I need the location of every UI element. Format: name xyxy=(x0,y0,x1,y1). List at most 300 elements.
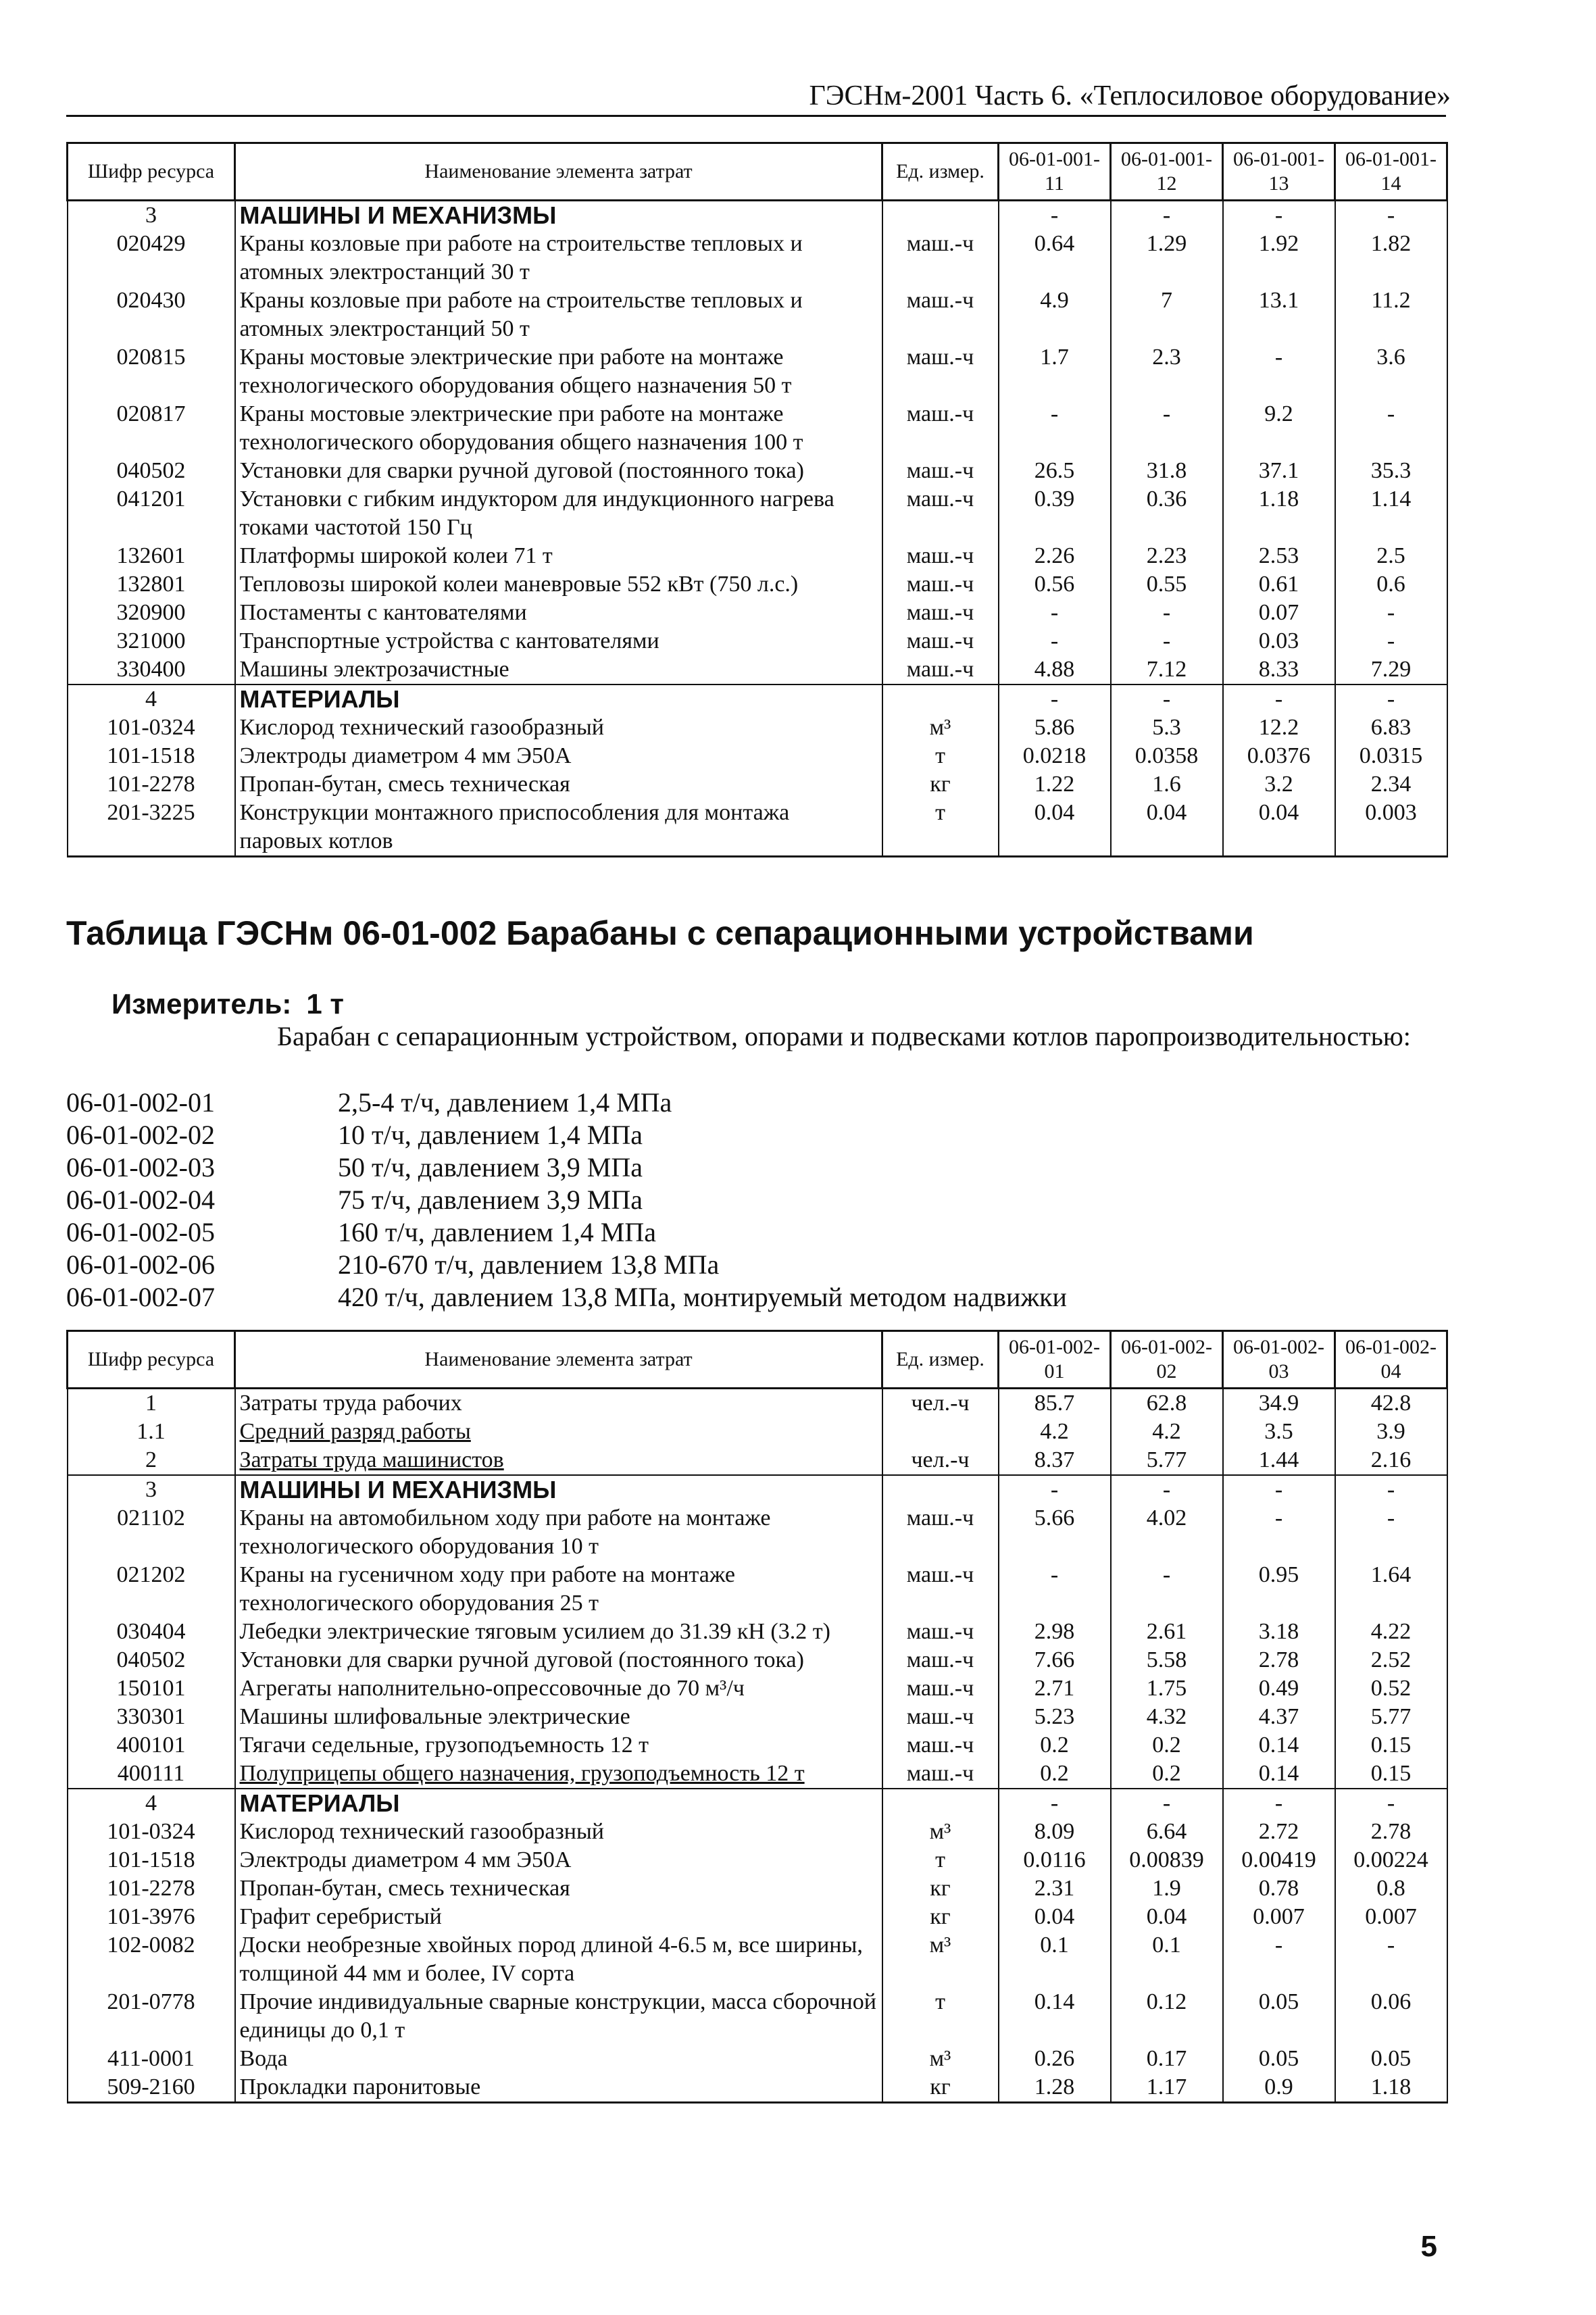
value-cell: 2.78 xyxy=(1335,1818,1447,1846)
value-cell: 3.5 xyxy=(1223,1418,1335,1446)
table-row xyxy=(68,287,1447,343)
table-row xyxy=(68,343,1447,400)
value-cell: 0.52 xyxy=(1335,1674,1447,1703)
unit-cell xyxy=(882,201,999,230)
resource-name: Лебедки электрические тяговым усилием до 31.39 кН (3.2 т) xyxy=(235,1618,882,1646)
resource-name: Пропан-бутан, смесь техническая xyxy=(235,1874,882,1903)
unit-cell: маш.-ч xyxy=(882,1731,999,1760)
table-row xyxy=(68,627,1447,655)
resource-name: Постаменты с кантователями xyxy=(235,599,882,627)
value-cell: 6.64 xyxy=(1111,1818,1223,1846)
value-cell: 2.5 xyxy=(1335,542,1447,570)
table-row xyxy=(68,1731,1447,1760)
value-cell: - xyxy=(1335,1504,1447,1561)
resource-code: 132601 xyxy=(68,542,235,570)
table-row xyxy=(68,1504,1447,1561)
resource-code: 101-2278 xyxy=(68,770,235,799)
value-cell: 1.82 xyxy=(1335,230,1447,287)
unit-cell: чел.-ч xyxy=(882,1389,999,1418)
value-cell: 4.2 xyxy=(1111,1418,1223,1446)
value-cell: 0.06 xyxy=(1335,1988,1447,2045)
unit-cell: маш.-ч xyxy=(882,485,999,542)
table-header-row xyxy=(68,1331,1447,1389)
value-cell: - xyxy=(999,684,1111,714)
column-header: 06-01-002-03 xyxy=(1223,1331,1335,1389)
value-cell: 3.2 xyxy=(1223,770,1335,799)
item-code: 06-01-002-02 xyxy=(66,1120,215,1150)
table-row xyxy=(68,2045,1447,2073)
value-cell: - xyxy=(1111,1475,1223,1504)
value-cell: - xyxy=(1223,201,1335,230)
list-item xyxy=(66,1151,1067,1184)
resource-name: Тепловозы широкой колеи маневровые 552 кВт (750 л.с.) xyxy=(235,570,882,599)
value-cell: - xyxy=(1223,343,1335,400)
value-cell: 0.6 xyxy=(1335,570,1447,599)
value-cell: 4.32 xyxy=(1111,1703,1223,1731)
value-cell: 5.3 xyxy=(1111,714,1223,742)
table-row xyxy=(68,655,1447,684)
resource-name: Установки для сварки ручной дуговой (постоянного тока) xyxy=(235,457,882,485)
value-cell: 34.9 xyxy=(1223,1389,1335,1418)
running-header: ГЭСНм-2001 Часть 6. «Теплосиловое оборудование» xyxy=(809,80,1451,111)
unit-cell: маш.-ч xyxy=(882,1646,999,1674)
resource-name: Электроды диаметром 4 мм Э50А xyxy=(235,742,882,770)
unit-cell: чел.-ч xyxy=(882,1446,999,1475)
table-row xyxy=(68,770,1447,799)
table-title: Таблица ГЭСНм 06-01-002 Барабаны с сепарационными устройствами xyxy=(66,914,1254,952)
table-row xyxy=(68,542,1447,570)
value-cell: 5.86 xyxy=(999,714,1111,742)
unit-cell: маш.-ч xyxy=(882,1760,999,1789)
value-cell: 0.0116 xyxy=(999,1846,1111,1874)
resource-code: 201-3225 xyxy=(68,799,235,857)
resource-code: 411-0001 xyxy=(68,2045,235,2073)
value-cell: 4.02 xyxy=(1111,1504,1223,1561)
table-row xyxy=(68,1931,1447,1988)
value-cell: 0.03 xyxy=(1223,627,1335,655)
unit-cell: м³ xyxy=(882,1931,999,1988)
table-row xyxy=(68,1874,1447,1903)
item-text: 2,5-4 т/ч, давлением 1,4 МПа xyxy=(338,1087,672,1118)
table-row xyxy=(68,1760,1447,1789)
item-code: 06-01-002-01 xyxy=(66,1087,215,1118)
resource-code: 509-2160 xyxy=(68,2073,235,2103)
value-cell: - xyxy=(1111,627,1223,655)
resource-code: 101-3976 xyxy=(68,1903,235,1931)
table-row xyxy=(68,1818,1447,1846)
value-cell: 0.0218 xyxy=(999,742,1111,770)
measure-label: Измеритель: xyxy=(111,988,292,1020)
unit-cell: кг xyxy=(882,1903,999,1931)
table-body xyxy=(68,1389,1447,2103)
value-cell: 3.6 xyxy=(1335,343,1447,400)
resource-code: 101-1518 xyxy=(68,742,235,770)
value-cell: 1.22 xyxy=(999,770,1111,799)
unit-cell: маш.-ч xyxy=(882,400,999,457)
resource-name: Платформы широкой колеи 71 т xyxy=(235,542,882,570)
unit-cell: маш.-ч xyxy=(882,343,999,400)
resource-code: 040502 xyxy=(68,457,235,485)
resource-name: Доски необрезные хвойных пород длиной 4-6.5 м, все ширины, толщиной 44 мм и более, IV сорта xyxy=(235,1931,882,1988)
table-row xyxy=(68,799,1447,857)
resource-name: Краны козловые при работе на строительстве тепловых и атомных электростанций 30 т xyxy=(235,230,882,287)
resource-table-1 xyxy=(66,142,1448,857)
resource-name: Кислород технический газообразный xyxy=(235,1818,882,1846)
value-cell: 3.9 xyxy=(1335,1418,1447,1446)
resource-name: Установки для сварки ручной дуговой (постоянного тока) xyxy=(235,1646,882,1674)
value-cell: 3.18 xyxy=(1223,1618,1335,1646)
value-cell: 42.8 xyxy=(1335,1389,1447,1418)
value-cell: 0.04 xyxy=(999,799,1111,857)
resource-code: 101-0324 xyxy=(68,1818,235,1846)
value-cell: 0.0376 xyxy=(1223,742,1335,770)
value-cell: 9.2 xyxy=(1223,400,1335,457)
item-list xyxy=(66,1087,1067,1314)
value-cell: - xyxy=(1111,1789,1223,1818)
resource-code: 400101 xyxy=(68,1731,235,1760)
resource-code: 101-0324 xyxy=(68,714,235,742)
resource-code: 020429 xyxy=(68,230,235,287)
unit-cell: м³ xyxy=(882,1818,999,1846)
value-cell: - xyxy=(1335,1475,1447,1504)
unit-cell: маш.-ч xyxy=(882,542,999,570)
value-cell: 0.2 xyxy=(999,1731,1111,1760)
unit-cell: маш.-ч xyxy=(882,655,999,684)
value-cell: - xyxy=(999,1561,1111,1618)
value-cell: 0.05 xyxy=(1223,2045,1335,2073)
resource-name: Конструкции монтажного приспособления для монтажа паровых котлов xyxy=(235,799,882,857)
resource-name: Электроды диаметром 4 мм Э50А xyxy=(235,1846,882,1874)
value-cell: 2.71 xyxy=(999,1674,1111,1703)
resource-name: Полуприцепы общего назначения, грузоподъемность 12 т xyxy=(235,1760,882,1789)
value-cell: 0.04 xyxy=(1111,799,1223,857)
resource-code: 1.1 xyxy=(68,1418,235,1446)
list-item xyxy=(66,1216,1067,1249)
column-header: 06-01-001-13 xyxy=(1223,143,1335,201)
resource-name: Краны на гусеничном ходу при работе на монтаже технологического оборудования 25 т xyxy=(235,1561,882,1618)
column-header: 06-01-002-01 xyxy=(999,1331,1111,1389)
value-cell: - xyxy=(999,1475,1111,1504)
resource-code: 021202 xyxy=(68,1561,235,1618)
unit-cell: маш.-ч xyxy=(882,287,999,343)
resource-code: 330400 xyxy=(68,655,235,684)
table-row xyxy=(68,1561,1447,1618)
resource-name: Затраты труда машинистов xyxy=(235,1446,882,1475)
unit-cell: маш.-ч xyxy=(882,230,999,287)
value-cell: 0.55 xyxy=(1111,570,1223,599)
value-cell: - xyxy=(1223,1475,1335,1504)
value-cell: 0.2 xyxy=(999,1760,1111,1789)
value-cell: 0.14 xyxy=(999,1988,1111,2045)
resource-code: 4 xyxy=(68,1789,235,1818)
unit-cell: маш.-ч xyxy=(882,1504,999,1561)
value-cell: 26.5 xyxy=(999,457,1111,485)
value-cell: - xyxy=(999,599,1111,627)
value-cell: 7.29 xyxy=(1335,655,1447,684)
resource-name: Графит серебристый xyxy=(235,1903,882,1931)
resource-code: 201-0778 xyxy=(68,1988,235,2045)
table-header-row xyxy=(68,143,1447,201)
value-cell: 0.56 xyxy=(999,570,1111,599)
value-cell: 31.8 xyxy=(1111,457,1223,485)
column-header: 06-01-002-04 xyxy=(1335,1331,1447,1389)
resource-code: 020430 xyxy=(68,287,235,343)
resource-name: Вода xyxy=(235,2045,882,2073)
list-item xyxy=(66,1249,1067,1281)
value-cell: 2.34 xyxy=(1335,770,1447,799)
column-header: Наименование элемента затрат xyxy=(235,1331,882,1389)
list-item xyxy=(66,1281,1067,1314)
value-cell: - xyxy=(1223,1789,1335,1818)
resource-name: Тягачи седельные, грузоподъемность 12 т xyxy=(235,1731,882,1760)
item-text: 50 т/ч, давлением 3,9 МПа xyxy=(338,1152,643,1183)
unit-cell: т xyxy=(882,1988,999,2045)
value-cell: 0.07 xyxy=(1223,599,1335,627)
value-cell: 5.23 xyxy=(999,1703,1111,1731)
value-cell: 7.12 xyxy=(1111,655,1223,684)
value-cell: 5.58 xyxy=(1111,1646,1223,1674)
resource-name: Краны на автомобильном ходу при работе на монтаже технологического оборудования 10 т xyxy=(235,1504,882,1561)
resource-name: МАШИНЫ И МЕХАНИЗМЫ xyxy=(235,201,882,230)
value-cell: 0.64 xyxy=(999,230,1111,287)
value-cell: 5.77 xyxy=(1335,1703,1447,1731)
list-item xyxy=(66,1119,1067,1151)
resource-code: 102-0082 xyxy=(68,1931,235,1988)
unit-cell: т xyxy=(882,1846,999,1874)
value-cell: 1.6 xyxy=(1111,770,1223,799)
value-cell: 0.15 xyxy=(1335,1760,1447,1789)
unit-cell: маш.-ч xyxy=(882,1674,999,1703)
item-text: 160 т/ч, давлением 1,4 МПа xyxy=(338,1217,656,1247)
resource-code: 400111 xyxy=(68,1760,235,1789)
table-row xyxy=(68,1903,1447,1931)
unit-cell: маш.-ч xyxy=(882,1561,999,1618)
value-cell: 0.15 xyxy=(1335,1731,1447,1760)
unit-cell: т xyxy=(882,799,999,857)
resource-code: 321000 xyxy=(68,627,235,655)
value-cell: 0.95 xyxy=(1223,1561,1335,1618)
resource-code: 3 xyxy=(68,1475,235,1504)
value-cell: 0.04 xyxy=(999,1903,1111,1931)
value-cell: 7.66 xyxy=(999,1646,1111,1674)
item-text: 210-670 т/ч, давлением 13,8 МПа xyxy=(338,1249,720,1280)
value-cell: 4.88 xyxy=(999,655,1111,684)
value-cell: 0.39 xyxy=(999,485,1111,542)
resource-name: Прочие индивидуальные сварные конструкции, масса сборочной единицы до 0,1 т xyxy=(235,1988,882,2045)
value-cell: 1.9 xyxy=(1111,1874,1223,1903)
item-text: 420 т/ч, давлением 13,8 МПа, монтируемый методом надвижки xyxy=(338,1282,1067,1312)
resource-code: 030404 xyxy=(68,1618,235,1646)
unit-cell: т xyxy=(882,742,999,770)
item-code: 06-01-002-07 xyxy=(66,1282,215,1312)
value-cell: 2.3 xyxy=(1111,343,1223,400)
table-row xyxy=(68,742,1447,770)
table-row xyxy=(68,1618,1447,1646)
value-cell: - xyxy=(1111,1561,1223,1618)
value-cell: 4.2 xyxy=(999,1418,1111,1446)
column-header: 06-01-002-02 xyxy=(1111,1331,1223,1389)
value-cell: 1.18 xyxy=(1335,2073,1447,2103)
table-row xyxy=(68,2073,1447,2103)
value-cell: 0.00419 xyxy=(1223,1846,1335,1874)
value-cell: 12.2 xyxy=(1223,714,1335,742)
value-cell: - xyxy=(999,1789,1111,1818)
resource-name: Краны козловые при работе на строительстве тепловых и атомных электростанций 50 т xyxy=(235,287,882,343)
table-row xyxy=(68,1846,1447,1874)
item-text: 10 т/ч, давлением 1,4 МПа xyxy=(338,1120,643,1150)
value-cell: 0.9 xyxy=(1223,2073,1335,2103)
column-header: 06-01-001-11 xyxy=(999,143,1111,201)
unit-cell: маш.-ч xyxy=(882,1703,999,1731)
value-cell: 2.31 xyxy=(999,1874,1111,1903)
table-row xyxy=(68,1418,1447,1446)
value-cell: 8.37 xyxy=(999,1446,1111,1475)
value-cell: 0.05 xyxy=(1335,2045,1447,2073)
value-cell: 0.003 xyxy=(1335,799,1447,857)
value-cell: 0.1 xyxy=(1111,1931,1223,1988)
table-row xyxy=(68,1703,1447,1731)
value-cell: 5.77 xyxy=(1111,1446,1223,1475)
value-cell: - xyxy=(1335,599,1447,627)
item-code: 06-01-002-06 xyxy=(66,1249,215,1280)
unit-cell: кг xyxy=(882,770,999,799)
resource-code: 132801 xyxy=(68,570,235,599)
column-header: Шифр ресурса xyxy=(68,143,235,201)
table-row xyxy=(68,230,1447,287)
value-cell: 0.2 xyxy=(1111,1731,1223,1760)
value-cell: 2.72 xyxy=(1223,1818,1335,1846)
unit-cell xyxy=(882,1418,999,1446)
table-row xyxy=(68,1389,1447,1418)
value-cell: 1.28 xyxy=(999,2073,1111,2103)
value-cell: 2.23 xyxy=(1111,542,1223,570)
table-row xyxy=(68,400,1447,457)
value-cell: 2.78 xyxy=(1223,1646,1335,1674)
resource-code: 040502 xyxy=(68,1646,235,1674)
value-cell: 0.0315 xyxy=(1335,742,1447,770)
value-cell: 2.98 xyxy=(999,1618,1111,1646)
value-cell: 35.3 xyxy=(1335,457,1447,485)
value-cell: - xyxy=(1335,627,1447,655)
work-description: Барабан с сепарационным устройством, опорами и подвесками котлов паропроизводительностью: xyxy=(277,1021,1411,1051)
list-item xyxy=(66,1184,1067,1216)
value-cell: 2.61 xyxy=(1111,1618,1223,1646)
value-cell: 62.8 xyxy=(1111,1389,1223,1418)
value-cell: 0.2 xyxy=(1111,1760,1223,1789)
measure-value: 1 т xyxy=(306,988,344,1020)
resource-name: МАТЕРИАЛЫ xyxy=(235,684,882,714)
unit-cell: маш.-ч xyxy=(882,457,999,485)
section-row xyxy=(68,1475,1447,1504)
unit-cell: маш.-ч xyxy=(882,1618,999,1646)
value-cell: 8.33 xyxy=(1223,655,1335,684)
table-row xyxy=(68,485,1447,542)
value-cell: 6.83 xyxy=(1335,714,1447,742)
value-cell: 1.92 xyxy=(1223,230,1335,287)
value-cell: - xyxy=(999,201,1111,230)
resource-code: 021102 xyxy=(68,1504,235,1561)
value-cell: 0.0358 xyxy=(1111,742,1223,770)
resource-name: МАШИНЫ И МЕХАНИЗМЫ xyxy=(235,1475,882,1504)
resource-name: Затраты труда рабочих xyxy=(235,1389,882,1418)
value-cell: 0.00839 xyxy=(1111,1846,1223,1874)
value-cell: 0.49 xyxy=(1223,1674,1335,1703)
value-cell: 4.9 xyxy=(999,287,1111,343)
value-cell: - xyxy=(1335,1931,1447,1988)
list-item xyxy=(66,1087,1067,1119)
section-row xyxy=(68,1789,1447,1818)
value-cell: 0.00224 xyxy=(1335,1846,1447,1874)
value-cell: 0.8 xyxy=(1335,1874,1447,1903)
value-cell: - xyxy=(1335,201,1447,230)
unit-cell xyxy=(882,1789,999,1818)
unit-cell xyxy=(882,1475,999,1504)
value-cell: 0.61 xyxy=(1223,570,1335,599)
column-header: Ед. измер. xyxy=(882,143,999,201)
resource-name: Агрегаты наполнительно-опрессовочные до 70 м³/ч xyxy=(235,1674,882,1703)
value-cell: - xyxy=(1335,684,1447,714)
value-cell: 0.78 xyxy=(1223,1874,1335,1903)
value-cell: 0.05 xyxy=(1223,1988,1335,2045)
resource-code: 020817 xyxy=(68,400,235,457)
table-row xyxy=(68,1988,1447,2045)
unit-cell: кг xyxy=(882,2073,999,2103)
value-cell: 0.007 xyxy=(1335,1903,1447,1931)
value-cell: 13.1 xyxy=(1223,287,1335,343)
resource-name: Транспортные устройства с кантователями xyxy=(235,627,882,655)
resource-code: 1 xyxy=(68,1389,235,1418)
resource-code: 330301 xyxy=(68,1703,235,1731)
value-cell: 8.09 xyxy=(999,1818,1111,1846)
unit-cell: маш.-ч xyxy=(882,599,999,627)
value-cell: - xyxy=(1111,599,1223,627)
value-cell: 4.37 xyxy=(1223,1703,1335,1731)
value-cell: - xyxy=(1111,684,1223,714)
resource-name: Краны мостовые электрические при работе на монтаже технологического оборудования общего назначения 50 т xyxy=(235,343,882,400)
value-cell: 0.36 xyxy=(1111,485,1223,542)
resource-name: Машины шлифовальные электрические xyxy=(235,1703,882,1731)
value-cell: 1.64 xyxy=(1335,1561,1447,1618)
measure-line xyxy=(111,988,344,1020)
table-row xyxy=(68,457,1447,485)
value-cell: - xyxy=(1223,1504,1335,1561)
value-cell: - xyxy=(1223,1931,1335,1988)
unit-cell: маш.-ч xyxy=(882,570,999,599)
header-rule xyxy=(66,115,1446,117)
value-cell: 0.17 xyxy=(1111,2045,1223,2073)
value-cell: 0.1 xyxy=(999,1931,1111,1988)
value-cell: - xyxy=(999,400,1111,457)
unit-cell xyxy=(882,684,999,714)
value-cell: 85.7 xyxy=(999,1389,1111,1418)
item-code: 06-01-002-04 xyxy=(66,1185,215,1215)
resource-code: 020815 xyxy=(68,343,235,400)
unit-cell: маш.-ч xyxy=(882,627,999,655)
resource-name: Машины электрозачистные xyxy=(235,655,882,684)
resource-code: 3 xyxy=(68,201,235,230)
value-cell: 1.18 xyxy=(1223,485,1335,542)
table-row xyxy=(68,714,1447,742)
resource-table-2 xyxy=(66,1330,1448,2104)
column-header: Шифр ресурса xyxy=(68,1331,235,1389)
value-cell: 1.44 xyxy=(1223,1446,1335,1475)
resource-name: МАТЕРИАЛЫ xyxy=(235,1789,882,1818)
section-row xyxy=(68,201,1447,230)
value-cell: - xyxy=(1335,1789,1447,1818)
value-cell: - xyxy=(1335,400,1447,457)
column-header: 06-01-001-12 xyxy=(1111,143,1223,201)
resource-code: 101-1518 xyxy=(68,1846,235,1874)
